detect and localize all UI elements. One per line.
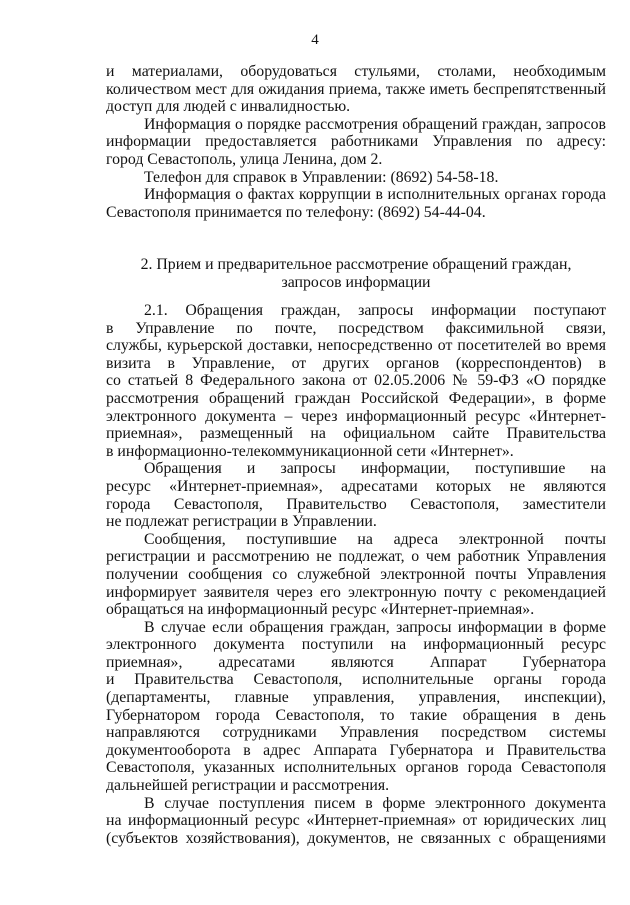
text-line: (субъектов хозяйствования), документов, не связанных с обращениями	[106, 829, 606, 847]
intro-text-block	[106, 63, 606, 221]
text-line: Информация о порядке рассмотрения обращений граждан, запросов	[144, 115, 606, 133]
text-line: ресурс «Интернет-приемная», адресатами которых не являются	[106, 477, 606, 495]
text-line: (департаменты, главные управления, управления, инспекции),	[106, 689, 606, 707]
section-body-text	[106, 302, 606, 847]
text-line: на информационный ресурс «Интернет-приемная» от юридических лиц	[106, 812, 606, 830]
text-line: электронного документа поступили на информационный ресурс	[106, 636, 606, 654]
section-heading	[106, 256, 606, 292]
text-line: в информационно-телекоммуникационной сети «Интернет».	[106, 442, 514, 460]
text-line: Информация о фактах коррупции в исполнительных органах города	[144, 186, 606, 204]
text-line: обращаться на информационный ресурс «Интернет-приемная».	[106, 601, 535, 619]
text-line: службы, курьерской доставки, непосредственно от посетителей во время	[106, 337, 606, 355]
text-line: 2.1. Обращения граждан, запросы информации поступают	[144, 302, 606, 319]
text-line: со статьей 8 Федерального закона от 02.05.2006 № 59-ФЗ «О порядке	[106, 372, 606, 390]
page-number: 4	[311, 32, 319, 48]
text-line: Обращения и запросы информации, поступившие на	[144, 460, 606, 478]
text-line: в Управление по почте, посредством факсимильной связи,	[106, 319, 606, 337]
text-line: Телефон для справок в Управлении: (8692) 54-58-18.	[144, 168, 499, 186]
text-line: город Севастополь, улица Ленина, дом 2.	[106, 150, 383, 168]
text-line: Севастополя, указанных исполнительных органов города Севастополя	[106, 759, 606, 777]
text-line: Сообщения, поступившие на адреса электронной почты	[144, 530, 606, 548]
text-line: информирует заявителя через его электронную почту с рекомендацией	[106, 583, 606, 601]
text-line: В случае поступления писем в форме электронного документа	[144, 794, 606, 812]
text-line: В случае если обращения граждан, запросы информации в форме	[144, 618, 606, 636]
text-line: рассмотрения обращений граждан Российской Федерации», в форме	[106, 389, 606, 407]
text-line: количеством мест для ожидания приема, также иметь беспрепятственный	[106, 80, 606, 98]
text-line: направляются сотрудниками Управления посредством системы	[106, 724, 606, 742]
text-line: приемная», размещенный на официальном сайте Правительства	[106, 425, 606, 443]
text-line: и Правительства Севастополя, исполнительные органы города	[106, 671, 606, 689]
text-line: дальнейшей регистрации и рассмотрения.	[106, 777, 390, 795]
text-line: Севастополя принимается по телефону: (8692) 54-44-04.	[106, 203, 486, 221]
text-line: Губернатором города Севастополя, то такие обращения в день	[106, 706, 606, 724]
text-line: приемная», адресатами являются Аппарат Губернатора	[106, 653, 606, 671]
text-line: регистрации и рассмотрению не подлежат, о чем работник Управления	[106, 548, 606, 566]
text-line: электронного документа – через информационный ресурс «Интернет-	[106, 407, 606, 425]
text-line: получении сообщения со служебной электронной почты Управления	[106, 565, 606, 583]
text-line: и материалами, оборудоваться стульями, столами, необходимым	[106, 63, 606, 80]
text-line: доступ для людей с инвалидностью.	[106, 98, 351, 116]
text-line: информации предоставляется работниками Управления по адресу:	[106, 133, 606, 151]
text-line: не подлежат регистрации в Управлении.	[106, 513, 377, 531]
section-heading-line: 2. Прием и предварительное рассмотрение обращений граждан,	[140, 256, 572, 273]
text-line: города Севастополя, Правительство Севастополя, заместители	[106, 495, 606, 513]
section-heading-line: запросов информации	[281, 274, 431, 291]
text-line: визита в Управление, от других органов (корреспондентов) в	[106, 354, 606, 372]
text-line: документооборота в адрес Аппарата Губернатора и Правительства	[106, 741, 606, 759]
